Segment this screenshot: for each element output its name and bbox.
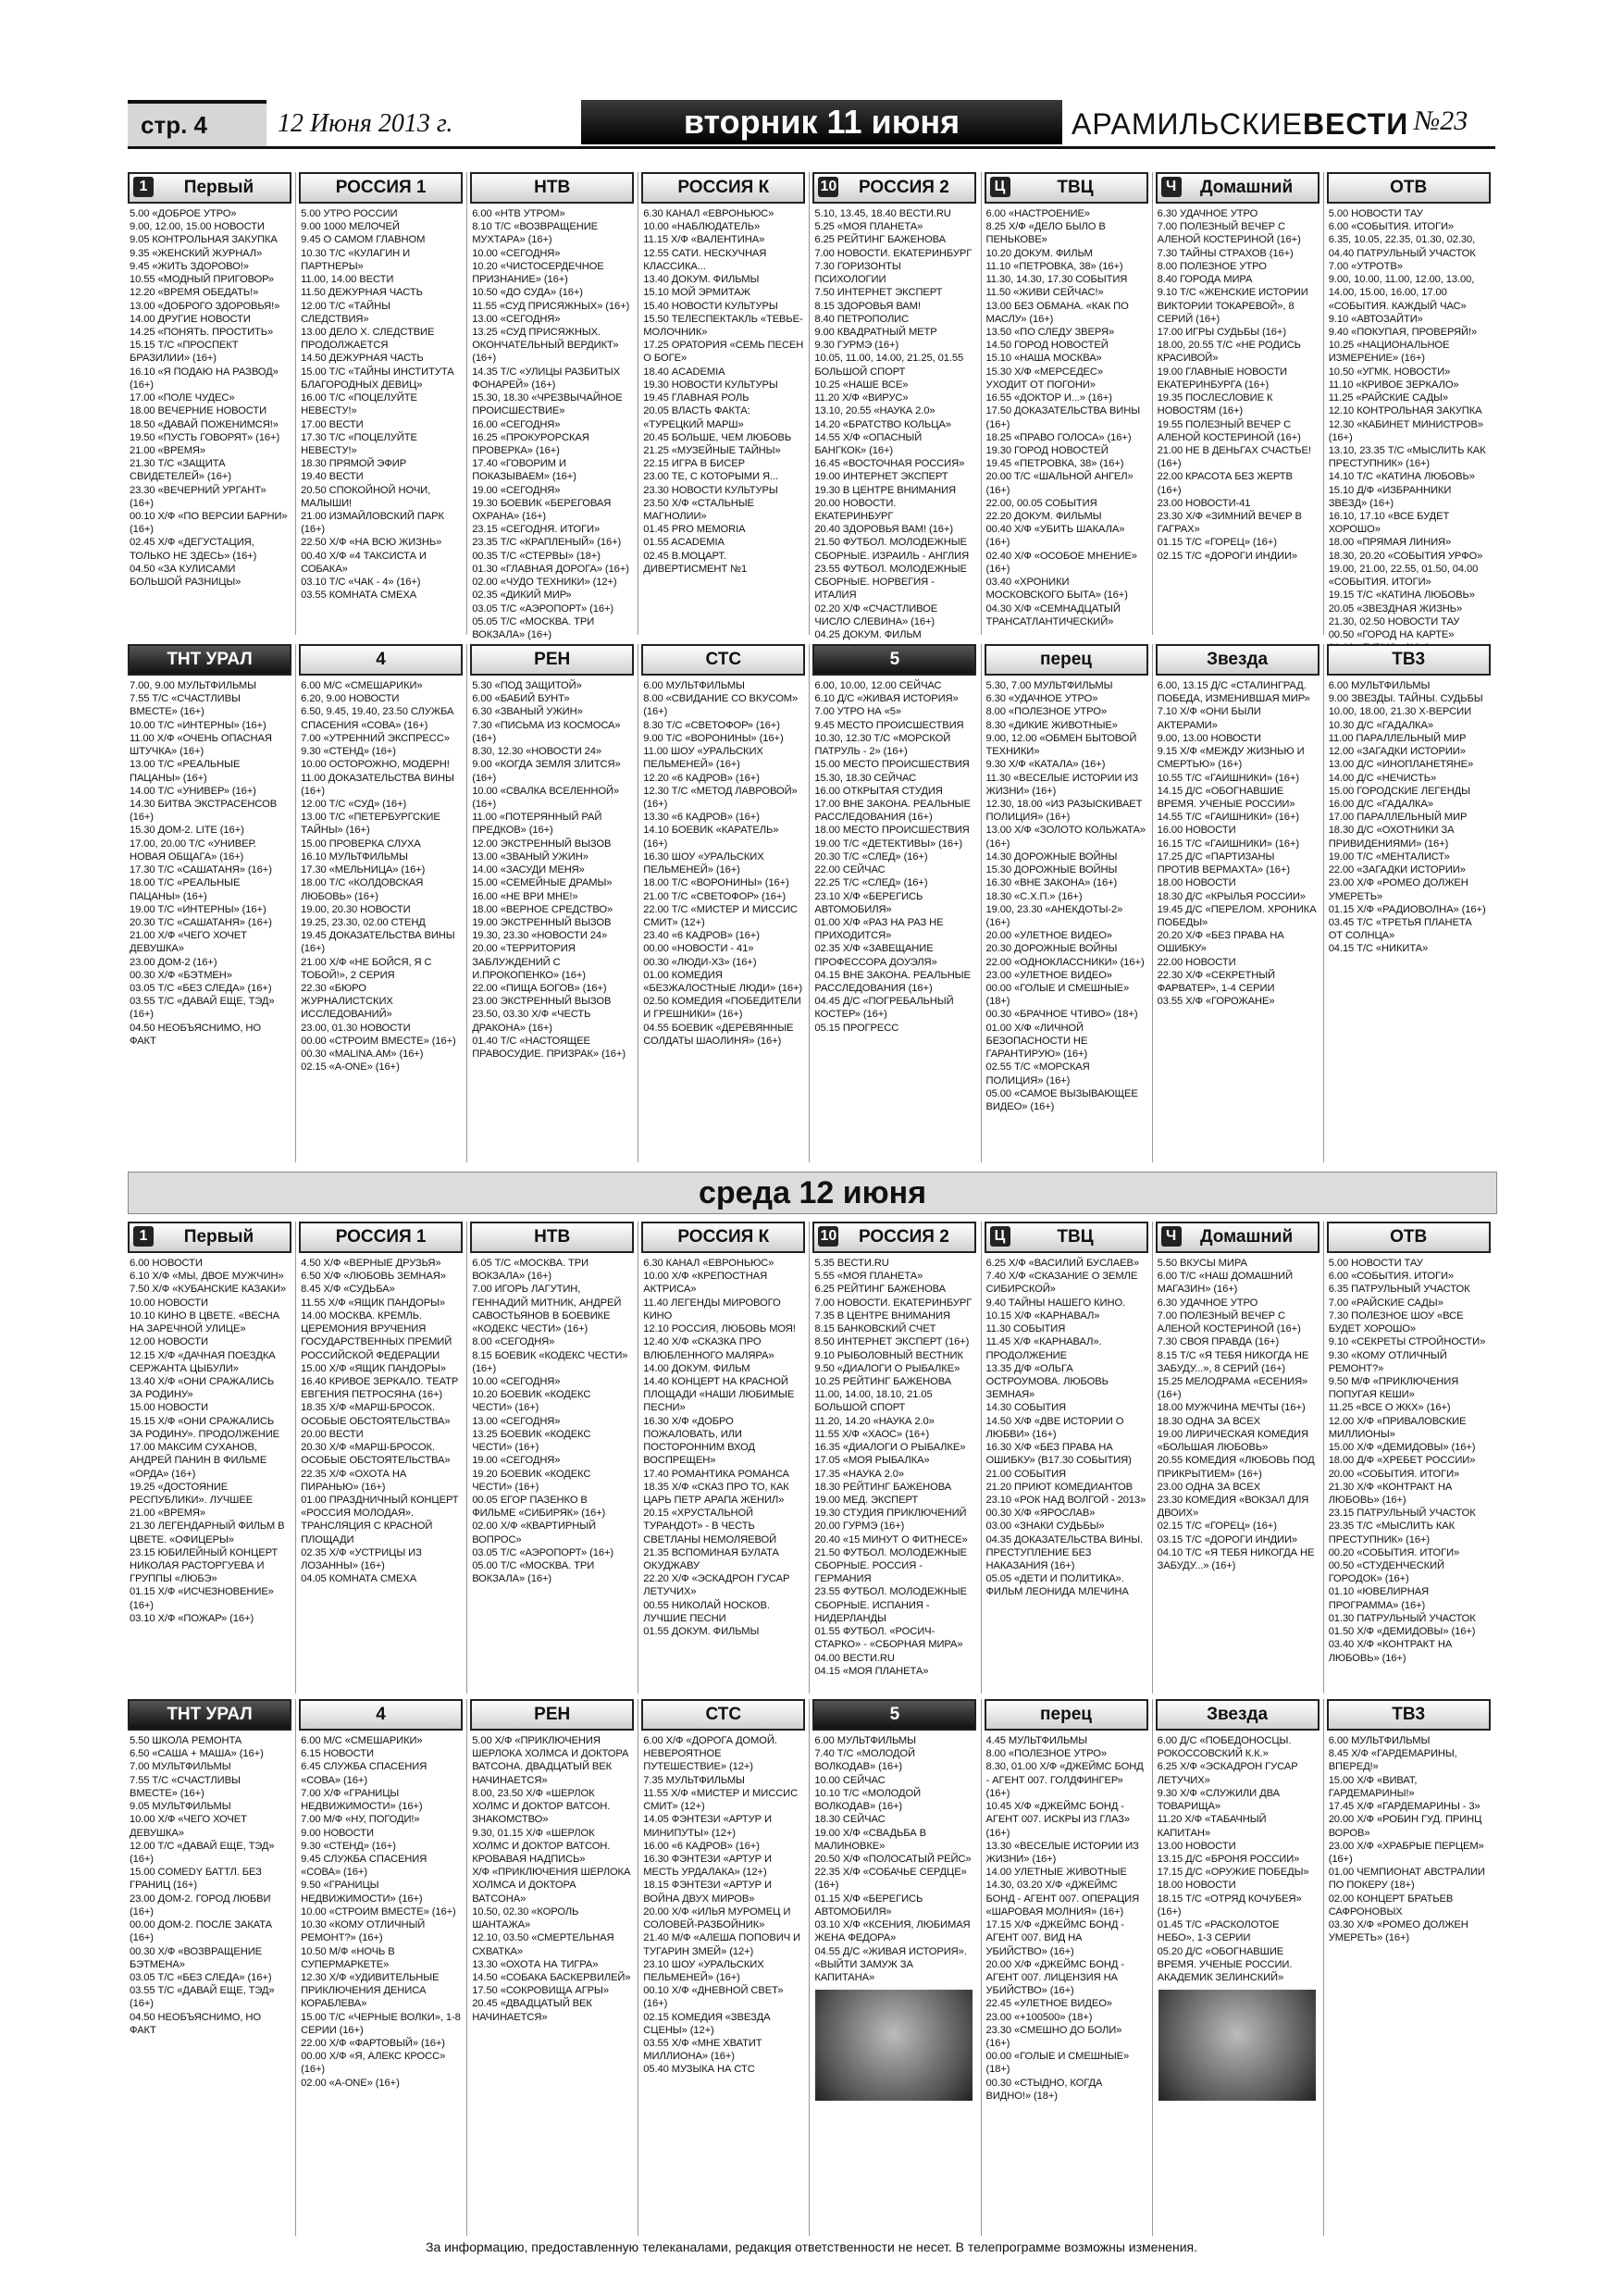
channel-column bbox=[1156, 1222, 1319, 1572]
channel-name: Домашний bbox=[1200, 178, 1294, 197]
channel-column bbox=[1327, 1699, 1491, 1945]
channel-column bbox=[985, 1222, 1148, 1599]
program-listing: 7.00, 9.00 МУЛЬТФИЛЬМЫ 7.55 Т/С «СЧАСТЛИВЫ ВМЕСТЕ» (16+) 10.00 Т/С «ИНТЕРНЫ» (16+) 11.00 Х/Ф «ОЧЕНЬ ОПАСНАЯ ШТУЧКА» (16+) 13.00 Т/С «РЕАЛЬНЫЕ ПАЦАНЫ» (16+) 14.00 Т/С «УНИВЕР» (16+) 14.30 БИТВА ЭКСТРАСЕНСОВ (16+) 15.30 ДОМ-2. LITE (16+) 17.00, 20.00 Т/С «УНИВЕР. НОВАЯ ОБЩАГА» (16+) 17.30 Т/С «САШАТАНЯ» (16+) 18.00 Т/С «РЕАЛЬНЫЕ ПАЦАНЫ» (16+) 19.00 Т/С «ИНТЕРНЫ» (16+) 20.30 Т/С «САШАТАНЯ» (16+) 21.00 Х/Ф «ЧЕГО ХОЧЕТ ДЕВУШКА» 23.00 ДОМ-2 (16+) 00.30 Х/Ф «БЭТМЕН» 03.05 Т/С «БЕЗ СЛЕДА» (16+) 03.55 Т/С «ДАВАЙ ЕЩЕ, ТЭД» (16+) 04.50 НЕОБЪЯСНИМО, НО ФАКТ bbox=[130, 680, 278, 1047]
channel-name: НТВ bbox=[534, 178, 571, 197]
program-listing: 6.00 МУЛЬТФИЛЬМЫ 8.00 «СВИДАНИЕ СО ВКУСОМ» (16+) 8.30 Т/С «СВЕТОФОР» (16+) 9.00 Т/С «ВОРОНИНЫ» (16+) 11.00 ШОУ «УРАЛЬСКИХ ПЕЛЬМЕНЕЙ» (16+) 12.20 «6 КАДРОВ» (16+) 12.30 Т/С «МЕТОД ЛАВРОВОЙ» (16+) 13.30 «6 КАДРОВ» (16+) 14.10 БОЕВИК «КАРАТЕЛЬ» (16+) 16.30 ШОУ «УРАЛЬСКИХ ПЕЛЬМЕНЕЙ» (16+) 18.00 Т/С «ВОРОНИНЫ» (16+) 21.00 Т/С «СВЕТОФОР» (16+) 22.00 Т/С «МИСТЕР И МИССИС СМИТ» (12+) 23.40 «6 КАДРОВ» (16+) 00.00 «НОВОСТИ - 41» 00.30 «ЛЮДИ-Х3» (16+) 01.00 КОМЕДИЯ «БЕЗЖАЛОСТНЫЕ ЛЮДИ» (16+) 02.50 КОМЕДИЯ «ПОБЕДИТЕЛИ И ГРЕШНИКИ» (16+) 04.55 БОЕВИК «ДЕРЕВЯННЫЕ СОЛДАТЫ ШАОЛИНЯ» (16+) bbox=[643, 680, 803, 1047]
column-divider bbox=[809, 1699, 810, 2236]
channel-column bbox=[470, 644, 634, 1061]
channel-name: 4 bbox=[376, 1705, 386, 1724]
channel-name: РОССИЯ К bbox=[677, 178, 770, 197]
channel-column bbox=[470, 1222, 634, 1585]
channel-logo bbox=[470, 1699, 634, 1731]
channel-logo bbox=[985, 1699, 1148, 1731]
channel-icon: Ц bbox=[990, 177, 1010, 197]
column-divider bbox=[1323, 1699, 1324, 2236]
channel-column bbox=[985, 1699, 1148, 2103]
program-listing: 6.00 Х/Ф «ДОРОГА ДОМОЙ. НЕВЕРОЯТНОЕ ПУТЕШЕСТВИЕ» (12+) 7.35 МУЛЬТФИЛЬМЫ 11.55 Х/Ф «МИСТЕР И МИССИС СМИТ» (12+) 14.05 ФЭНТЕЗИ «АРТУР И МИНИПУТЫ» (12+) 16.00 «6 КАДРОВ» (16+) 16.30 ФЭНТЕЗИ «АРТУР И МЕСТЬ УРДАЛАКА» (12+) 18.15 ФЭНТЕЗИ «АРТУР И ВОЙНА ДВУХ МИРОВ» 20.00 Х/Ф «ИЛЬЯ МУРОМЕЦ И СОЛОВЕЙ-РАЗБОЙНИК» 21.40 М/Ф «АЛЕША ПОПОВИЧ И ТУГАРИН ЗМЕЙ» (12+) 23.10 ШОУ «УРАЛЬСКИХ ПЕЛЬМЕНЕЙ» (16+) 00.10 Х/Ф «ДНЕВНОЙ СВЕТ» (16+) 02.15 КОМЕДИЯ «ЗВЕЗДА СЦЕНЫ» (12+) 03.55 Х/Ф «МНЕ ХВАТИТ МИЛЛИОНА» (16+) 05.40 МУЗЫКА НА СТС bbox=[643, 1735, 800, 2076]
channel-column bbox=[641, 644, 805, 1048]
channel-logo bbox=[985, 1222, 1148, 1253]
channel-logo bbox=[299, 644, 463, 676]
channel-logo bbox=[299, 172, 463, 204]
channel-logo bbox=[641, 644, 805, 676]
page-number: стр. 4 bbox=[141, 111, 207, 139]
channel-name: Домашний bbox=[1200, 1227, 1294, 1247]
channel-name: перец bbox=[1040, 1705, 1092, 1724]
channel-logo bbox=[641, 172, 805, 204]
program-listing: 6.00 «НТВ УТРОМ» 8.10 Т/С «ВОЗВРАЩЕНИЕ МУХТАРА» (16+) 10.00 «СЕГОДНЯ» 10.20 «ЧИСТОСЕРДЕЧНОЕ ПРИЗНАНИЕ» (16+) 10.50 «ДО СУДА» (16+) 11.55 «СУД ПРИСЯЖНЫХ» (16+) 13.00 «СЕГОДНЯ» 13.25 «СУД ПРИСЯЖНЫХ. ОКОНЧАТЕЛЬНЫЙ ВЕРДИКТ» (16+) 14.35 Т/С «УЛИЦЫ РАЗБИТЫХ ФОНАРЕЙ» (16+) 15.30, 18.30 «ЧРЕЗВЫЧАЙНОЕ ПРОИСШЕСТВИЕ» 16.00 «СЕГОДНЯ» 16.25 «ПРОКУРОРСКАЯ ПРОВЕРКА» (16+) 17.40 «ГОВОРИМ И ПОКАЗЫВАЕМ» (16+) 19.00 «СЕГОДНЯ» 19.30 БОЕВИК «БЕРЕГОВАЯ ОХРАНА» (16+) 23.15 «СЕГОДНЯ. ИТОГИ» 23.35 Т/С «КРАПЛЕНЫЙ» (16+) 00.35 Т/С «СТЕРВЫ» (18+) 01.30 «ГЛАВНАЯ ДОРОГА» (16+) 02.00 «ЧУДО ТЕХНИКИ» (12+) 02.35 «ДИКИЙ МИР» 03.05 Т/С «АЭРОПОРТ» (16+) 05.05 Т/С «МОСКВА. ТРИ ВОКЗАЛА» (16+) bbox=[472, 208, 630, 640]
channel-icon: Ц bbox=[990, 1226, 1010, 1247]
channel-column bbox=[641, 1699, 805, 2077]
brand-light: АРАМИЛЬСКИЕ bbox=[1072, 107, 1303, 141]
channel-column bbox=[470, 172, 634, 641]
program-listing: 6.30 КАНАЛ «ЕВРОНЬЮС» 10.00 «НАБЛЮДАТЕЛЬ» 11.15 Х/Ф «ВАЛЕНТИНА» 12.55 САТИ. НЕСКУЧНАЯ КЛАССИКА... 13.40 ДОКУМ. ФИЛЬМЫ 15.10 МОЙ ЭРМИТАЖ 15.40 НОВОСТИ КУЛЬТУРЫ 15.50 ТЕЛЕСПЕКТАКЛЬ «ТЕВЬЕ-МОЛОЧНИК» 17.25 ОРАТОРИЯ «СЕМЬ ПЕСЕН О БОГЕ» 18.40 ACADEMIA 19.30 НОВОСТИ КУЛЬТУРЫ 19.45 ГЛАВНАЯ РОЛЬ 20.05 ВЛАСТЬ ФАКТА: «ТУРЕЦКИЙ МАРШ» 20.45 БОЛЬШЕ, ЧЕМ ЛЮБОВЬ 21.25 «МУЗЕЙНЫЕ ТАЙНЫ» 22.15 ИГРА В БИСЕР 23.00 ТЕ, С КОТОРЫМИ Я... 23.30 НОВОСТИ КУЛЬТУРЫ 23.50 Х/Ф «СТАЛЬНЫЕ МАГНОЛИИ» 01.45 PRO MEMORIA 01.55 ACADEMIA 02.45 В.МОЦАРТ. ДИВЕРТИСМЕНТ №1 bbox=[643, 208, 804, 575]
channel-name: ТВ3 bbox=[1392, 650, 1426, 669]
column-divider bbox=[1152, 172, 1153, 635]
channel-logo bbox=[985, 172, 1148, 204]
channel-name: 5 bbox=[889, 1705, 900, 1724]
channel-name: РОССИЯ К bbox=[677, 1227, 770, 1247]
channel-column bbox=[641, 1222, 805, 1638]
program-listing: 6.00 МУЛЬТФИЛЬМЫ 8.45 Х/Ф «ГАРДЕМАРИНЫ, ВПЕРЕД!» 15.00 Х/Ф «ВИВАТ, ГАРДЕМАРИНЫ!» 17.45 Х/Ф «ГАРДЕМАРИНЫ - 3» 20.00 Х/Ф «РОБИН ГУД. ПРИНЦ ВОРОВ» 23.00 Х/Ф «ХРАБРЫЕ ПЕРЦЕМ» (16+) 01.00 ЧЕМПИОНАТ АВСТРАЛИИ ПО ПОКЕРУ (18+) 02.00 КОНЦЕРТ БРАТЬЕВ САФРОНОВЫХ 03.30 Х/Ф «РОМЕО ДОЛЖЕН УМЕРЕТЬ» (16+) bbox=[1328, 1735, 1485, 1944]
program-listing: 6.00 Д/С «ПОБЕДОНОСЦЫ. РОКОССОВСКИЙ К.К.» 6.25 Х/Ф «ЭСКАДРОН ГУСАР ЛЕТУЧИХ» 9.30 Х/Ф «СЛУЖИЛИ ДВА ТОВАРИЩА» 11.20 Х/Ф «ТАБАЧНЫЙ КАПИТАН» 13.00 НОВОСТИ 13.15 Д/С «БРОНЯ РОССИИ» 17.15 Д/С «ОРУЖИЕ ПОБЕДЫ» 18.00 НОВОСТИ 18.15 Т/С «ОТРЯД КОЧУБЕЯ» (16+) 01.45 Т/С «РАСКОЛОТОЕ НЕБО», 1-3 СЕРИИ 05.20 Д/С «ОБОГНАВШИЕ ВРЕМЯ. УЧЕНЫЕ РОССИИ. АКАДЕМИК ЗЕЛИНСКИЙ» bbox=[1157, 1735, 1309, 1983]
channel-column bbox=[812, 1222, 976, 1678]
program-listing: 4.45 МУЛЬТФИЛЬМЫ 8.00 «ПОЛЕЗНОЕ УТРО» 8.30, 01.00 Х/Ф «ДЖЕЙМС БОНД - АГЕНТ 007. ГОЛДФИНГЕР» (16+) 10.45 Х/Ф «ДЖЕЙМС БОНД - АГЕНТ 007. ИСКРЫ ИЗ ГЛАЗ» (16+) 13.30 «ВЕСЕЛЫЕ ИСТОРИИ ИЗ ЖИЗНИ» (16+) 14.00 УЛЕТНЫЕ ЖИВОТНЫЕ 14.30, 03.20 Х/Ф «ДЖЕЙМС БОНД - АГЕНТ 007. ОПЕРАЦИЯ «ШАРОВАЯ МОЛНИЯ» (16+) 17.15 Х/Ф «ДЖЕЙМС БОНД - АГЕНТ 007. ВИД НА УБИЙСТВО» (16+) 20.00 Х/Ф «ДЖЕЙМС БОНД - АГЕНТ 007. ЛИЦЕНЗИЯ НА УБИЙСТВО» (16+) 22.45 «УЛЕТНОЕ ВИДЕО» 23.00 «+100500» (18+) 23.30 «СМЕШНО ДО БОЛИ» (16+) 00.00 «ГОЛЫЕ И СМЕШНЫЕ» (18+) 00.30 «СТЫДНО, КОГДА ВИДНО!» (18+) bbox=[985, 1735, 1144, 2102]
program-listing: 5.10, 13.45, 18.40 ВЕСТИ.RU 5.25 «МОЯ ПЛАНЕТА» 6.25 РЕЙТИНГ БАЖЕНОВА 7.00 НОВОСТИ. ЕКАТЕРИНБУРГ 7.30 ГОРИЗОНТЫ ПСИХОЛОГИИ 7.50 ИНТЕРНЕТ ЭКСПЕРТ 8.15 ЗДОРОВЬЯ ВАМ! 8.40 ПЕТРОПОЛИС 9.00 КВАДРАТНЫЙ МЕТР 9.30 ГУРМЭ (16+) 10.05, 11.00, 14.00, 21.25, 01.55 БОЛЬШОЙ СПОРТ 10.25 «НАШЕ ВСЕ» 11.20 Х/Ф «ВИРУС» 13.10, 20.55 «НАУКА 2.0» 14.20 «БРАТСТВО КОЛЬЦА» 14.55 Х/Ф «ОПАСНЫЙ БАНГКОК» (16+) 16.45 «ВОСТОЧНАЯ РОССИЯ» 19.00 ИНТЕРНЕТ ЭКСПЕРТ 19.30 В ЦЕНТРЕ ВНИМАНИЯ 20.00 НОВОСТИ. ЕКАТЕРИНБУРГ 20.40 ЗДОРОВЬЯ ВАМ! (16+) 21.50 ФУТБОЛ. МОЛОДЕЖНЫЕ СБОРНЫЕ. ИЗРАИЛЬ - АНГЛИЯ 23.55 ФУТБОЛ. МОЛОДЕЖНЫЕ СБОРНЫЕ. НОРВЕГИЯ - ИТАЛИЯ 02.20 Х/Ф «СЧАСТЛИВОЕ ЧИСЛО СЛЕВИНА» (16+) 04.25 ДОКУМ. ФИЛЬМ bbox=[814, 208, 973, 640]
channel-name: ТВЦ bbox=[1057, 1227, 1094, 1247]
column-divider bbox=[466, 172, 467, 635]
channel-name: 5 bbox=[889, 650, 900, 669]
channel-icon: 10 bbox=[818, 1226, 838, 1247]
channel-column bbox=[299, 172, 463, 602]
program-listing: 5.30 «ПОД ЗАЩИТОЙ» 6.00 «БАБИЙ БУНТ» 6.30 «ЗВАНЫЙ УЖИН» 7.30 «ПИСЬМА ИЗ КОСМОСА» (16+) 8.30, 12.30 «НОВОСТИ 24» 9.00 «КОГДА ЗЕМЛЯ ЗЛИТСЯ» (16+) 10.00 «СВАЛКА ВСЕЛЕННОЙ» (16+) 11.00 «ПОТЕРЯННЫЙ РАЙ ПРЕДКОВ» (16+) 12.00 ЭКСТРЕННЫЙ ВЫЗОВ 13.00 «ЗВАНЫЙ УЖИН» 14.00 «ЗАСУДИ МЕНЯ» 15.00 «СЕМЕЙНЫЕ ДРАМЫ» 16.00 «НЕ ВРИ МНЕ!» 18.00 «ВЕРНОЕ СРЕДСТВО» 19.00 ЭКСТРЕННЫЙ ВЫЗОВ 19.30, 23.30 «НОВОСТИ 24» 20.00 «ТЕРРИТОРИЯ ЗАБЛУЖДЕНИЙ С И.ПРОКОПЕНКО» (16+) 22.00 «ПИЩА БОГОВ» (16+) 23.00 ЭКСТРЕННЫЙ ВЫЗОВ 23.50, 03.30 Х/Ф «ЧЕСТЬ ДРАКОНА» (16+) 01.40 Т/С «НАСТОЯЩЕЕ ПРАВОСУДИЕ. ПРИЗРАК» (16+) bbox=[472, 680, 626, 1061]
channel-logo bbox=[128, 644, 291, 676]
program-listing: 5.00 НОВОСТИ ТАУ 6.00 «СОБЫТИЯ. ИТОГИ» 6.35, 10.05, 22.35, 01.30, 02.30, 04.40 ПАТРУЛЬНЫЙ УЧАСТОК 7.00 «УТРОТВ» 9.00, 10.00, 11.00, 12.00, 13.00, 14.00, 15.00, 16.00, 17.00 «СОБЫТИЯ. КАЖДЫЙ ЧАС» 9.10 «АВТОЗАЙТИ» 9.40 «ПОКУПАЯ, ПРОВЕРЯЙ!» 10.25 «НАЦИОНАЛЬНОЕ ИЗМЕРЕНИЕ» (16+) 10.50 «УГМК. НОВОСТИ» 11.10 «КРИВОЕ ЗЕРКАЛО» 11.25 «РАЙСКИЕ САДЫ» 12.10 КОНТРОЛЬНАЯ ЗАКУПКА 12.30 «КАБИНЕТ МИНИСТРОВ» (16+) 13.10, 23.35 Т/С «МЫСЛИТЬ КАК ПРЕСТУПНИК» (16+) 14.10 Т/С «КАТИНА ЛЮБОВЬ» 15.10 Д/Ф «ИЗБРАННИКИ ЗВЕЗД» (16+) 16.10, 17.10 «ВСЕ БУДЕТ ХОРОШО» 18.00 «ПРЯМАЯ ЛИНИЯ» 18.30, 20.20 «СОБЫТИЯ УРФО» 19.00, 21.00, 22.55, 01.50, 04.00 «СОБЫТИЯ. ИТОГИ» 19.15 Т/С «КАТИНА ЛЮБОВЬ» 20.05 «ЗВЕЗДНАЯ ЖИЗНЬ» 21.30, 02.50 НОВОСТИ ТАУ 00.50 «ГОРОД НА КАРТЕ» bbox=[1328, 208, 1486, 640]
channel-logo bbox=[128, 172, 291, 204]
channel-logo bbox=[812, 1699, 976, 1731]
channel-icon: Ч bbox=[1161, 177, 1182, 197]
page-number-box bbox=[128, 100, 266, 148]
channel-name: ОТВ bbox=[1390, 178, 1428, 197]
program-listing: 6.00 М/С «СМЕШАРИКИ» 6.15 НОВОСТИ 6.45 СЛУЖБА СПАСЕНИЯ «СОВА» (16+) 7.00 Х/Ф «ГРАНИЦЫ НЕДВИЖИМОСТИ» (16+) 7.00 М/Ф «НУ, ПОГОДИ!» 9.00 НОВОСТИ 9.30 «СТЕНД» (16+) 9.45 СЛУЖБА СПАСЕНИЯ «СОВА» (16+) 9.50 «ГРАНИЦЫ НЕДВИЖИМОСТИ» (16+) 10.00 «СТРОИМ ВМЕСТЕ» (16+) 10.30 «КОМУ ОТЛИЧНЫЙ РЕМОНТ?» (16+) 10.50 М/Ф «НОЧЬ В СУПЕРМАРКЕТЕ» 12.30 Х/Ф «УДИВИТЕЛЬНЫЕ ПРИКЛЮЧЕНИЯ ДЕНИСА КОРАБЛЕВА» 15.00 Т/С «ЧЕРНЫЕ ВОЛКИ», 1-8 СЕРИИ (16+) 22.00 Х/Ф «ФАРТОВЫЙ» (16+) 00.00 Х/Ф «Я, АЛЕКС КРОСС» (16+) 02.00 «A-ONE» (16+) bbox=[301, 1735, 461, 2089]
channel-logo bbox=[1156, 172, 1319, 204]
channel-logo bbox=[470, 1222, 634, 1253]
column-divider bbox=[981, 1699, 982, 2236]
channel-logo bbox=[1327, 1699, 1491, 1731]
channel-name: РОССИЯ 1 bbox=[335, 1227, 427, 1247]
channel-name: Первый bbox=[183, 178, 254, 197]
column-divider bbox=[295, 172, 296, 635]
channel-name: ТВ3 bbox=[1392, 1705, 1426, 1724]
program-listing: 5.00 «ДОБРОЕ УТРО» 9.00, 12.00, 15.00 НОВОСТИ 9.05 КОНТРОЛЬНАЯ ЗАКУПКА 9.35 «ЖЕНСКИЙ ЖУРНАЛ» 9.45 «ЖИТЬ ЗДОРОВО!» 10.55 «МОДНЫЙ ПРИГОВОР» 12.20 «ВРЕМЯ ОБЕДАТЬ!» 13.00 «ДОБРОГО ЗДОРОВЬЯ!» 14.00 ДРУГИЕ НОВОСТИ 14.25 «ПОНЯТЬ. ПРОСТИТЬ» 15.15 Т/С «ПРОСПЕКТ БРАЗИЛИИ» (16+) 16.10 «Я ПОДАЮ НА РАЗВОД» (16+) 17.00 «ПОЛЕ ЧУДЕС» 18.00 ВЕЧЕРНИЕ НОВОСТИ 18.50 «ДАВАЙ ПОЖЕНИМСЯ!» 19.50 «ПУСТЬ ГОВОРЯТ» (16+) 21.00 «ВРЕМЯ» 21.30 Т/С «ЗАЩИТА СВИДЕТЕЛЕЙ» (16+) 23.30 «ВЕЧЕРНИЙ УРГАНТ» (16+) 00.10 Х/Ф «ПО ВЕРСИИ БАРНИ» (16+) 02.45 Х/Ф «ДЕГУСТАЦИЯ, ТОЛЬКО НЕ ЗДЕСЬ» (16+) 04.50 «ЗА КУЛИСАМИ БОЛЬШОЙ РАЗНИЦЫ» bbox=[130, 208, 288, 589]
column-divider bbox=[809, 1222, 810, 1694]
program-listing: 5.00 Х/Ф «ПРИКЛЮЧЕНИЯ ШЕРЛОКА ХОЛМСА И ДОКТОРА ВАТСОНА. ДВАДЦАТЫЙ ВЕК НАЧИНАЕТСЯ» 8.00, 23.50 Х/Ф «ШЕРЛОК ХОЛМС И ДОКТОР ВАТСОН. ЗНАКОМСТВО» 9.30, 01.15 Х/Ф «ШЕРЛОК ХОЛМС И ДОКТОР ВАТСОН. КРОВАВАЯ НАДПИСЬ» Х/Ф «ПРИКЛЮЧЕНИЯ ШЕРЛОКА ХОЛМСА И ДОКТОРА ВАТСОНА» 10.50, 02.30 «КОРОЛЬ ШАНТАЖА» 12.10, 03.50 «СМЕРТЕЛЬНАЯ СХВАТКА» 13.30 «ОХОТА НА ТИГРА» 14.50 «СОБАКА БАСКЕРВИЛЕЙ» 17.50 «СОКРОВИЩА АГРЫ» 20.45 «ДВАДЦАТЫЙ ВЕК НАЧИНАЕТСЯ» bbox=[472, 1735, 631, 2023]
column-divider bbox=[1152, 644, 1153, 1162]
channel-logo bbox=[641, 1222, 805, 1253]
column-divider bbox=[1323, 1222, 1324, 1694]
wednesday-row-2 bbox=[128, 1699, 1495, 2236]
program-listing: 4.50 Х/Ф «ВЕРНЫЕ ДРУЗЬЯ» 6.50 Х/Ф «ЛЮБОВЬ ЗЕМНАЯ» 8.45 Х/Ф «СУДЬБА» 11.55 Х/Ф «ЯЩИК ПАНДОРЫ» 14.00 МОСКВА. КРЕМЛЬ. ЦЕРЕМОНИЯ ВРУЧЕНИЯ ГОСУДАРСТВЕННЫХ ПРЕМИЙ РОССИЙСКОЙ ФЕДЕРАЦИИ 15.00 Х/Ф «ЯЩИК ПАНДОРЫ» 16.40 КРИВОЕ ЗЕРКАЛО. ТЕАТР ЕВГЕНИЯ ПЕТРОСЯНА (16+) 18.35 Х/Ф «МАРШ-БРОСОК. ОСОБЫЕ ОБСТОЯТЕЛЬСТВА» 20.00 ВЕСТИ 20.30 Х/Ф «МАРШ-БРОСОК. ОСОБЫЕ ОБСТОЯТЕЛЬСТВА» 22.35 Х/Ф «ОХОТА НА ПИРАНЬЮ» (16+) 01.00 ПРАЗДНИЧНЫЙ КОНЦЕРТ «РОССИЯ МОЛОДАЯ». ТРАНСЛЯЦИЯ С КРАСНОЙ ПЛОЩАДИ 02.35 Х/Ф «УСТРИЦЫ ИЗ ЛОЗАННЫ» (16+) 04.05 КОМНАТА СМЕХА bbox=[301, 1258, 459, 1585]
channel-logo bbox=[128, 1222, 291, 1253]
channel-icon: 1 bbox=[133, 177, 154, 197]
channel-column bbox=[299, 1699, 463, 2090]
column-divider bbox=[1152, 1699, 1153, 2236]
program-listing: 6.00 МУЛЬТФИЛЬМЫ 7.40 Т/С «МОЛОДОЙ ВОЛКОДАВ» (16+) 10.00 СЕЙЧАС 10.10 Т/С «МОЛОДОЙ ВОЛКОДАВ» (16+) 18.30 СЕЙЧАС 19.00 Х/Ф «СВАДЬБА В МАЛИНОВКЕ» 20.50 Х/Ф «ПОЛОСАТЫЙ РЕЙС» 22.35 Х/Ф «СОБАЧЬЕ СЕРДЦЕ» (16+) 01.15 Х/Ф «БЕРЕГИСЬ АВТОМОБИЛЯ» 03.10 Х/Ф «КСЕНИЯ, ЛЮБИМАЯ ЖЕНА ФЕДОРА» 04.55 Д/С «ЖИВАЯ ИСТОРИЯ». «ВЫЙТИ ЗАМУЖ ЗА КАПИТАНА» bbox=[814, 1735, 972, 1983]
channel-logo bbox=[641, 1699, 805, 1731]
channel-name: СТС bbox=[705, 1705, 742, 1724]
newspaper-brand bbox=[1072, 104, 1409, 144]
channel-name: РЕН bbox=[534, 1705, 571, 1724]
page-header bbox=[128, 100, 1495, 148]
channel-column bbox=[812, 644, 976, 1035]
channel-logo bbox=[1327, 644, 1491, 676]
channel-logo bbox=[812, 172, 976, 204]
channel-name: ОТВ bbox=[1390, 1227, 1428, 1247]
issue-number: №23 bbox=[1414, 105, 1468, 136]
channel-column bbox=[1327, 644, 1491, 956]
channel-logo bbox=[299, 1699, 463, 1731]
channel-column bbox=[1156, 644, 1319, 1008]
column-divider bbox=[295, 1222, 296, 1694]
channel-logo bbox=[812, 1222, 976, 1253]
channel-column bbox=[128, 644, 291, 1048]
column-divider bbox=[295, 1699, 296, 2236]
channel-name: НТВ bbox=[534, 1227, 571, 1247]
channel-column bbox=[985, 644, 1148, 1113]
brand-bold: ВЕСТИ bbox=[1302, 107, 1409, 141]
channel-logo bbox=[1327, 172, 1491, 204]
footer-disclaimer: За информацию, предоставленную телеканалами, редакция ответственности не несет. В телепрограмме возможны изменения. bbox=[426, 2240, 1197, 2254]
program-listing: 5.50 ШКОЛА РЕМОНТА 6.50 «САША + МАША» (16+) 7.00 МУЛЬТФИЛЬМЫ 7.55 Т/С «СЧАСТЛИВЫ ВМЕСТЕ» (16+) 9.05 МУЛЬТФИЛЬМЫ 10.00 Х/Ф «ЧЕГО ХОЧЕТ ДЕВУШКА» 12.00 Т/С «ДАВАЙ ЕЩЕ, ТЭД» (16+) 15.00 COMEDY БАТТЛ. БЕЗ ГРАНИЦ (16+) 23.00 ДОМ-2. ГОРОД ЛЮБВИ (16+) 00.00 ДОМ-2. ПОСЛЕ ЗАКАТА (16+) 00.30 Х/Ф «ВОЗВРАЩЕНИЕ БЭТМЕНА» 03.05 Т/С «БЕЗ СЛЕДА» (16+) 03.55 Т/С «ДАВАЙ ЕЩЕ, ТЭД» (16+) 04.50 НЕОБЪЯСНИМО, НО ФАКТ bbox=[130, 1735, 275, 2036]
channel-name: СТС bbox=[705, 650, 742, 669]
channel-column bbox=[985, 172, 1148, 628]
column-divider bbox=[1152, 1222, 1153, 1694]
column-divider bbox=[466, 1222, 467, 1694]
channel-column bbox=[128, 172, 291, 589]
channel-logo bbox=[812, 644, 976, 676]
channel-column bbox=[812, 172, 976, 641]
channel-column bbox=[470, 1699, 634, 2024]
program-listing: 6.00 МУЛЬТФИЛЬМЫ 9.00 ЗВЕЗДЫ. ТАЙНЫ. СУДЬБЫ 10.00, 18.00, 21.30 Х-ВЕРСИИ 10.30 Д/С «ГАДАЛКА» 11.00 ПАРАЛЛЕЛЬНЫЙ МИР 12.00 «ЗАГАДКИ ИСТОРИИ» 13.00 Д/С «ИНОПЛАНЕТЯНЕ» 14.00 Д/С «НЕЧИСТЬ» 15.00 ГОРОДСКИЕ ЛЕГЕНДЫ 16.00 Д/С «ГАДАЛКА» 17.00 ПАРАЛЛЕЛЬНЫЙ МИР 18.30 Д/С «ОХОТНИКИ ЗА ПРИВИДЕНИЯМИ» (16+) 19.00 Т/С «МЕНТАЛИСТ» 22.00 «ЗАГАДКИ ИСТОРИИ» 23.00 Х/Ф «РОМЕО ДОЛЖЕН УМЕРЕТЬ» 01.15 Х/Ф «РАДИОВОЛНА» (16+) 03.45 Т/С «ТРЕТЬЯ ПЛАНЕТА ОТ СОЛНЦА» 04.15 Т/С «НИКИТА» bbox=[1328, 680, 1486, 955]
column-divider bbox=[295, 644, 296, 1162]
day2-title: среда 12 июня bbox=[128, 1172, 1497, 1214]
program-listing: 6.00 НОВОСТИ 6.10 Х/Ф «МЫ, ДВОЕ МУЖЧИН» 7.50 Х/Ф «КУБАНСКИЕ КАЗАКИ» 10.00 НОВОСТИ 10.10 КИНО В ЦВЕТЕ. «ВЕСНА НА ЗАРЕЧНОЙ УЛИЦЕ» 12.00 НОВОСТИ 12.15 Х/Ф «ДАЧНАЯ ПОЕЗДКА СЕРЖАНТА ЦЫБУЛИ» 13.40 Х/Ф «ОНИ СРАЖАЛИСЬ ЗА РОДИНУ» 15.00 НОВОСТИ 15.15 Х/Ф «ОНИ СРАЖАЛИСЬ ЗА РОДИНУ». ПРОДОЛЖЕНИЕ 17.00 МАКСИМ СУХАНОВ, АНДРЕЙ ПАНИН В ФИЛЬМЕ «ОРДА» (16+) 19.25 «ДОСТОЯНИЕ РЕСПУБЛИКИ». ЛУЧШЕЕ 21.00 «ВРЕМЯ» 21.30 ЛЕГЕНДАРНЫЙ ФИЛЬМ В ЦВЕТЕ. «ОФИЦЕРЫ» 23.15 ЮБИЛЕЙНЫЙ КОНЦЕРТ НИКОЛАЯ РАСТОРГУЕВА И ГРУППЫ «ЛЮБЭ» 01.15 Х/Ф «ИСЧЕЗНОВЕНИЕ» (16+) 03.10 Х/Ф «ПОЖАР» (16+) bbox=[130, 1258, 287, 1624]
channel-column bbox=[1327, 1222, 1491, 1665]
tuesday-row-1 bbox=[128, 172, 1495, 640]
channel-icon: 10 bbox=[818, 177, 838, 197]
header-rule bbox=[128, 146, 1495, 149]
channel-column bbox=[812, 1699, 976, 2106]
channel-column bbox=[299, 1222, 463, 1585]
column-divider bbox=[1323, 172, 1324, 635]
channel-name: РОССИЯ 2 bbox=[858, 1227, 949, 1247]
channel-logo bbox=[299, 1222, 463, 1253]
column-divider bbox=[981, 644, 982, 1162]
program-photo bbox=[1158, 1990, 1316, 2101]
program-listing: 6.00 «НАСТРОЕНИЕ» 8.25 Х/Ф «ДЕЛО БЫЛО В ПЕНЬКОВЕ» 10.20 ДОКУМ. ФИЛЬМ 11.10 «ПЕТРОВКА, 38» (16+) 11.30, 14.30, 17.30 СОБЫТИЯ 11.50 «ЖИВИ СЕЙЧАС!» 13.00 БЕЗ ОБМАНА. «КАК ПО МАСЛУ» (16+) 13.50 «ПО СЛЕДУ ЗВЕРЯ» 14.50 ГОРОД НОВОСТЕЙ 15.10 «НАША МОСКВА» 15.30 Х/Ф «МЕРСЕДЕС» УХОДИТ ОТ ПОГОНИ» 16.55 «ДОКТОР И...» (16+) 17.50 ДОКАЗАТЕЛЬСТВА ВИНЫ (16+) 18.25 «ПРАВО ГОЛОСА» (16+) 19.30 ГОРОД НОВОСТЕЙ 19.45 «ПЕТРОВКА, 38» (16+) 20.00 Т/С «ШАЛЬНОЙ АНГЕЛ» (16+) 22.00, 00.05 СОБЫТИЯ 22.20 ДОКУМ. ФИЛЬМЫ 00.40 Х/Ф «УБИТЬ ШАКАЛА» (16+) 02.40 Х/Ф «ОСОБОЕ МНЕНИЕ» (16+) 03.40 «ХРОНИКИ МОСКОВСКОГО БЫТА» (16+) 04.30 Х/Ф «СЕМНАДЦАТЫЙ ТРАНСАТЛАНТИЧЕСКИЙ» bbox=[985, 208, 1141, 627]
tuesday-row-2 bbox=[128, 644, 1495, 1162]
column-divider bbox=[466, 644, 467, 1162]
program-listing: 6.30 КАНАЛ «ЕВРОНЬЮС» 10.00 Х/Ф «КРЕПОСТНАЯ АКТРИСА» 11.40 ЛЕГЕНДЫ МИРОВОГО КИНО 12.10 РОССИЯ, ЛЮБОВЬ МОЯ! 12.40 Х/Ф «СКАЗКА ПРО ВЛЮБЛЕННОГО МАЛЯРА» 14.00 ДОКУМ. ФИЛЬМ 14.40 КОНЦЕРТ НА КРАСНОЙ ПЛОЩАДИ «НАШИ ЛЮБИМЫЕ ПЕСНИ» 16.30 Х/Ф «ДОБРО ПОЖАЛОВАТЬ, ИЛИ ПОСТОРОННИМ ВХОД ВОСПРЕЩЕН» 17.40 РОМАНТИКА РОМАНСА 18.35 Х/Ф «СКАЗ ПРО ТО, КАК ЦАРЬ ПЕТР АРАПА ЖЕНИЛ» 20.15 «ХРУСТАЛЬНОЙ ТУРАНДОТ» - В ЧЕСТЬ СВЕТЛАНЫ НЕМОЛЯЕВОЙ 21.35 ВСПОМИНАЯ БУЛАТА ОКУДЖАВУ 22.20 Х/Ф «ЭСКАДРОН ГУСАР ЛЕТУЧИХ» 00.55 НИКОЛАЙ НОСКОВ. ЛУЧШИЕ ПЕСНИ 01.55 ДОКУМ. ФИЛЬМЫ bbox=[643, 1258, 796, 1638]
channel-icon: 1 bbox=[133, 1226, 154, 1247]
wednesday-row-1 bbox=[128, 1222, 1495, 1694]
issue-date: 12 Июня 2013 г. bbox=[278, 109, 453, 138]
channel-name: РЕН bbox=[534, 650, 571, 669]
program-listing: 5.30, 7.00 МУЛЬТФИЛЬМЫ 6.30 «УДАЧНОЕ УТРО» 8.00 «ПОЛЕЗНОЕ УТРО» 8.30 «ДИКИЕ ЖИВОТНЫЕ» 9.00, 12.00 «ОБМЕН БЫТОВОЙ ТЕХНИКИ» 9.30 Х/Ф «КАТАЛА» (16+) 11.30 «ВЕСЕЛЫЕ ИСТОРИИ ИЗ ЖИЗНИ» (16+) 12.30, 18.00 «ИЗ РАЗЫСКИВАЕТ ПОЛИЦИЯ» (16+) 13.00 Х/Ф «ЗОЛОТО КОЛЬЖАТА» (16+) 14.30 ДОРОЖНЫЕ ВОЙНЫ 15.30 ДОРОЖНЫЕ ВОЙНЫ 16.30 «ВНЕ ЗАКОНА» (16+) 18.30 «С.Х.П.» (16+) 19.00, 23.30 «АНЕКДОТЫ-2» (16+) 20.00 «УЛЕТНОЕ ВИДЕО» 20.30 ДОРОЖНЫЕ ВОЙНЫ 22.00 «ОДНОКЛАССНИКИ» (16+) 23.00 «УЛЕТНОЕ ВИДЕО» 00.00 «ГОЛЫЕ И СМЕШНЫЕ» (18+) 00.30 «БРАЧНОЕ ЧТИВО» (18+) 01.00 Х/Ф «ЛИЧНОЙ БЕЗОПАСНОСТИ НЕ ГАРАНТИРУЮ» (16+) 02.55 Т/С «МОРСКАЯ ПОЛИЦИЯ» (16+) 05.00 «САМОЕ ВЫЗЫВАЮЩЕЕ ВИДЕО» (16+) bbox=[985, 680, 1146, 1112]
program-listing: 5.35 ВЕСТИ.RU 5.55 «МОЯ ПЛАНЕТА» 6.25 РЕЙТИНГ БАЖЕНОВА 7.00 НОВОСТИ. ЕКАТЕРИНБУРГ 7.35 В ЦЕНТРЕ ВНИМАНИЯ 8.15 БАНКОВСКИЙ СЧЕТ 8.50 ИНТЕРНЕТ ЭКСПЕРТ (16+) 9.10 РЫБОЛОВНЫЙ ВЕСТНИК 9.50 «ДИАЛОГИ О РЫБАЛКЕ» 10.25 РЕЙТИНГ БАЖЕНОВА 11.00, 14.00, 18.10, 21.05 БОЛЬШОЙ СПОРТ 11.20, 14.20 «НАУКА 2.0» 11.55 Х/Ф «ХАОС» (16+) 16.35 «ДИАЛОГИ О РЫБАЛКЕ» 17.05 «МОЯ РЫБАЛКА» 17.35 «НАУКА 2.0» 18.30 РЕЙТИНГ БАЖЕНОВА 19.00 МЕД. ЭКСПЕРТ 19.30 СТУДИЯ ПРИКЛЮЧЕНИЙ 20.00 ГУРМЭ (16+) 20.40 «15 МИНУТ О ФИТНЕСЕ» 21.50 ФУТБОЛ. МОЛОДЕЖНЫЕ СБОРНЫЕ. РОССИЯ - ГЕРМАНИЯ 23.55 ФУТБОЛ. МОЛОДЕЖНЫЕ СБОРНЫЕ. ИСПАНИЯ - НИДЕРЛАНДЫ 01.55 ФУТБОЛ. «РОСИЧ-СТАРКО» - «СБОРНАЯ МИРА» 04.00 ВЕСТИ.RU 04.15 «МОЯ ПЛАНЕТА» bbox=[814, 1258, 973, 1677]
newspaper-page bbox=[128, 100, 1495, 2256]
channel-name: Звезда bbox=[1207, 1705, 1269, 1724]
channel-name: ТНТ УРАЛ bbox=[167, 650, 253, 669]
channel-name: РОССИЯ 1 bbox=[335, 178, 427, 197]
program-listing: 5.50 ВКУСЫ МИРА 6.00 Т/С «НАШ ДОМАШНИЙ МАГАЗИН» (16+) 6.30 УДАЧНОЕ УТРО 7.00 ПОЛЕЗНЫЙ ВЕЧЕР С АЛЕНОЙ КОСТЕРИНОЙ (16+) 7.30 СВОЯ ПРАВДА (16+) 8.15 Т/С «Я ТЕБЯ НИКОГДА НЕ ЗАБУДУ...», 8 СЕРИЙ (16+) 15.25 МЕЛОДРАМА «ЕСЕНИЯ» (16+) 18.00 МУЖЧИНА МЕЧТЫ (16+) 18.30 ОДНА ЗА ВСЕХ 19.00 ЛИРИЧЕСКАЯ КОМЕДИЯ «БОЛЬШАЯ ЛЮБОВЬ» 20.55 КОМЕДИЯ «ЛЮБОВЬ ПОД ПРИКРЫТИЕМ» (16+) 23.00 ОДНА ЗА ВСЕХ 23.30 КОМЕДИЯ «ВОКЗАЛ ДЛЯ ДВОИХ» 02.15 Т/С «ГОРЕЦ» (16+) 03.15 Т/С «ДОРОГИ ИНДИИ» 04.10 Т/С «Я ТЕБЯ НИКОГДА НЕ ЗАБУДУ...» (16+) bbox=[1157, 1258, 1315, 1572]
channel-icon: Ч bbox=[1161, 1226, 1182, 1247]
column-divider bbox=[1323, 644, 1324, 1162]
program-listing: 5.00 НОВОСТИ ТАУ 6.00 «СОБЫТИЯ. ИТОГИ» 6.35 ПАТРУЛЬНЫЙ УЧАСТОК 7.00 «РАЙСКИЕ САДЫ» 7.30 ПОЛЕЗНОЕ ШОУ «ВСЕ БУДЕТ ХОРОШО» 9.10 «СЕКРЕТЫ СТРОЙНОСТИ» 9.30 «КОМУ ОТЛИЧНЫЙ РЕМОНТ?» 9.50 М/Ф «ПРИКЛЮЧЕНИЯ ПОПУГАЯ КЕШИ» 11.25 «ВСЕ О ЖКХ» (16+) 12.00 Х/Ф «ПРИВАЛОВСКИЕ МИЛЛИОНЫ» 15.00 Х/Ф «ДЕМИДОВЫ» (16+) 18.00 Д/Ф «ХРЕБЕТ РОССИИ» 20.00 «СОБЫТИЯ. ИТОГИ» 21.30 Х/Ф «КОНТРАКТ НА ЛЮБОВЬ» (16+) 23.15 ПАТРУЛЬНЫЙ УЧАСТОК 23.35 Т/С «МЫСЛИТЬ КАК ПРЕСТУПНИК» (16+) 00.20 «СОБЫТИЯ. ИТОГИ» 00.50 «СТУДЕНЧЕСКИЙ ГОРОДОК» (16+) 01.10 «ЮВЕЛИРНАЯ ПРОГРАММА» (16+) 01.30 ПАТРУЛЬНЫЙ УЧАСТОК 01.50 Х/Ф «ДЕМИДОВЫ» (16+) 03.40 Х/Ф «КОНТРАКТ НА ЛЮБОВЬ» (16+) bbox=[1328, 1258, 1486, 1664]
channel-name: Первый bbox=[183, 1227, 254, 1247]
program-photo bbox=[815, 1990, 973, 2101]
channel-column bbox=[1156, 172, 1319, 563]
channel-logo bbox=[128, 1699, 291, 1731]
channel-logo bbox=[1156, 644, 1319, 676]
channel-name: ТНТ УРАЛ bbox=[167, 1705, 253, 1724]
column-divider bbox=[981, 1222, 982, 1694]
channel-name: РОССИЯ 2 bbox=[858, 178, 949, 197]
channel-logo bbox=[985, 644, 1148, 676]
channel-name: 4 bbox=[376, 650, 386, 669]
channel-logo bbox=[470, 644, 634, 676]
channel-column bbox=[299, 644, 463, 1074]
channel-name: ТВЦ bbox=[1057, 178, 1094, 197]
program-listing: 5.00 УТРО РОССИИ 9.00 1000 МЕЛОЧЕЙ 9.45 О САМОМ ГЛАВНОМ 10.30 Т/С «КУЛАГИН И ПАРТНЕРЫ» 11.00, 14.00 ВЕСТИ 11.50 ДЕЖУРНАЯ ЧАСТЬ 12.00 Т/С «ТАЙНЫ СЛЕДСТВИЯ» 13.00 ДЕЛО Х. СЛЕДСТВИЕ ПРОДОЛЖАЕТСЯ 14.50 ДЕЖУРНАЯ ЧАСТЬ 15.00 Т/С «ТАЙНЫ ИНСТИТУТА БЛАГОРОДНЫХ ДЕВИЦ» 16.00 Т/С «ПОЦЕЛУЙТЕ НЕВЕСТУ!» 17.00 ВЕСТИ 17.30 Т/С «ПОЦЕЛУЙТЕ НЕВЕСТУ!» 18.30 ПРЯМОЙ ЭФИР 19.40 ВЕСТИ 20.50 СПОКОЙНОЙ НОЧИ, МАЛЫШИ! 21.00 ИЗМАЙЛОВСКИЙ ПАРК (16+) 22.50 Х/Ф «НА ВСЮ ЖИЗНЬ» 00.40 Х/Ф «4 ТАКСИСТА И СОБАКА» 03.10 Т/С «ЧАК - 4» (16+) 03.55 КОМНАТА СМЕХА bbox=[301, 208, 454, 602]
channel-logo bbox=[1156, 1222, 1319, 1253]
column-divider bbox=[981, 172, 982, 635]
issue-date-box bbox=[268, 104, 583, 144]
channel-column bbox=[641, 172, 805, 576]
channel-logo bbox=[470, 172, 634, 204]
channel-logo bbox=[1327, 1222, 1491, 1253]
column-divider bbox=[809, 644, 810, 1162]
program-listing: 6.00, 10.00, 12.00 СЕЙЧАС 6.10 Д/С «ЖИВАЯ ИСТОРИЯ» 7.00 УТРО НА «5» 9.45 МЕСТО ПРОИСШЕСТВИЯ 10.30, 12.30 Т/С «МОРСКОЙ ПАТРУЛЬ - 2» (16+) 15.00 МЕСТО ПРОИСШЕСТВИЯ 15.30, 18.30 СЕЙЧАС 16.00 ОТКРЫТАЯ СТУДИЯ 17.00 ВНЕ ЗАКОНА. РЕАЛЬНЫЕ РАССЛЕДОВАНИЯ (16+) 18.00 МЕСТО ПРОИСШЕСТВИЯ 19.00 Т/С «ДЕТЕКТИВЫ» (16+) 20.30 Т/С «СЛЕД» (16+) 22.00 СЕЙЧАС 22.25 Т/С «СЛЕД» (16+) 23.10 Х/Ф «БЕРЕГИСЬ АВТОМОБИЛЯ» 01.00 Х/Ф «РАЗ НА РАЗ НЕ ПРИХОДИТСЯ» 02.35 Х/Ф «ЗАВЕЩАНИЕ ПРОФЕССОРА ДОУЭЛЯ» 04.15 ВНЕ ЗАКОНА. РЕАЛЬНЫЕ РАССЛЕДОВАНИЯ (16+) 04.45 Д/С «ПОГРЕБАЛЬНЫЙ КОСТЕР» (16+) 05.15 ПРОГРЕСС bbox=[814, 680, 971, 1034]
channel-logo bbox=[1156, 1699, 1319, 1731]
program-listing: 6.05 Т/С «МОСКВА. ТРИ ВОКЗАЛА» (16+) 7.00 ИГОРЬ ЛАГУТИН, ГЕННАДИЙ МИТНИК, АНДРЕЙ САВОСТЬЯНОВ В БОЕВИКЕ «КОДЕКС ЧЕСТИ» (16+) 8.00 «СЕГОДНЯ» 8.15 БОЕВИК «КОДЕКС ЧЕСТИ» (16+) 10.00 «СЕГОДНЯ» 10.20 БОЕВИК «КОДЕКС ЧЕСТИ» (16+) 13.00 «СЕГОДНЯ» 13.25 БОЕВИК «КОДЕКС ЧЕСТИ» (16+) 19.00 «СЕГОДНЯ» 19.20 БОЕВИК «КОДЕКС ЧЕСТИ» (16+) 00.05 ЕГОР ПАЗЕНКО В ФИЛЬМЕ «СИБИРЯК» (16+) 02.00 Х/Ф «КВАРТИРНЫЙ ВОПРОС» 03.05 Т/С «АЭРОПОРТ» (16+) 05.00 Т/С «МОСКВА. ТРИ ВОКЗАЛА» (16+) bbox=[472, 1258, 628, 1585]
channel-column bbox=[1327, 172, 1491, 654]
channel-name: перец bbox=[1040, 650, 1092, 669]
channel-column bbox=[128, 1222, 291, 1625]
channel-column bbox=[1156, 1699, 1319, 2106]
program-listing: 6.25 Х/Ф «ВАСИЛИЙ БУСЛАЕВ» 7.40 Х/Ф «СКАЗАНИЕ О ЗЕМЛЕ СИБИРСКОЙ» 9.40 ТАЙНЫ НАШЕГО КИНО. 10.15 Х/Ф «КАРНАВАЛ» 11.30 СОБЫТИЯ 11.45 Х/Ф «КАРНАВАЛ». ПРОДОЛЖЕНИЕ 13.35 Д/Ф «ОЛЬГА ОСТРОУМОВА. ЛЮБОВЬ ЗЕМНАЯ» 14.30 СОБЫТИЯ 14.50 Х/Ф «ДВЕ ИСТОРИИ О ЛЮБВИ» (16+) 16.30 Х/Ф «БЕЗ ПРАВА НА ОШИБКУ» (В17.30 СОБЫТИЯ) 21.00 СОБЫТИЯ 21.20 ПРИЮТ КОМЕДИАНТОВ 23.10 «РОК НАД ВОЛГОЙ - 2013» 00.30 Х/Ф «ЯРОСЛАВ» 03.00 «ЗНАКИ СУДЬБЫ» 04.35 ДОКАЗАТЕЛЬСТВА ВИНЫ. ПРЕСТУПЛЕНИЕ БЕЗ НАКАЗАНИЯ (16+) 05.05 «ДЕТИ И ПОЛИТИКА». ФИЛЬМ ЛЕОНИДА МЛЕЧИНА bbox=[985, 1258, 1146, 1598]
column-divider bbox=[466, 1699, 467, 2236]
program-listing: 6.00, 13.15 Д/С «СТАЛИНГРАД. ПОБЕДА, ИЗМЕНИВШАЯ МИР» 7.10 Х/Ф «ОНИ БЫЛИ АКТЕРАМИ» 9.00, 13.00 НОВОСТИ 9.15 Х/Ф «МЕЖДУ ЖИЗНЬЮ И СМЕРТЬЮ» (16+) 10.55 Т/С «ГАИШНИКИ» (16+) 14.15 Д/С «ОБОГНАВШИЕ ВРЕМЯ. УЧЕНЫЕ РОССИИ» 14.55 Т/С «ГАИШНИКИ» (16+) 16.00 НОВОСТИ 16.15 Т/С «ГАИШНИКИ» (16+) 17.25 Д/С «ПАРТИЗАНЫ ПРОТИВ ВЕРМАХТА» (16+) 18.00 НОВОСТИ 18.30 Д/С «КРЫЛЬЯ РОССИИ» 19.45 Д/С «ПЕРЕЛОМ. ХРОНИКА ПОБЕДЫ» 20.20 Х/Ф «БЕЗ ПРАВА НА ОШИБКУ» 22.00 НОВОСТИ 22.30 Х/Ф «СЕКРЕТНЫЙ ФАРВАТЕР», 1-4 СЕРИИ 03.55 Х/Ф «ГОРОЖАНЕ» bbox=[1157, 680, 1317, 1008]
column-divider bbox=[809, 172, 810, 635]
program-listing: 6.30 УДАЧНОЕ УТРО 7.00 ПОЛЕЗНЫЙ ВЕЧЕР С АЛЕНОЙ КОСТЕРИНОЙ (16+) 7.30 ТАЙНЫ СТРАХОВ (16+) 8.00 ПОЛЕЗНОЕ УТРО 8.40 ГОРОДА МИРА 9.10 Т/С «ЖЕНСКИЕ ИСТОРИИ ВИКТОРИИ ТОКАРЕВОЙ», 8 СЕРИЙ (16+) 17.00 ИГРЫ СУДЬБЫ (16+) 18.00, 20.55 Т/С «НЕ РОДИСЬ КРАСИВОЙ» 19.00 ГЛАВНЫЕ НОВОСТИ ЕКАТЕРИНБУРГА (16+) 19.35 ПОСЛЕСЛОВИЕ К НОВОСТЯМ (16+) 19.55 ПОЛЕЗНЫЙ ВЕЧЕР С АЛЕНОЙ КОСТЕРИНОЙ (16+) 21.00 НЕ В ДЕНЬГАХ СЧАСТЬЕ! (16+) 22.00 КРАСОТА БЕЗ ЖЕРТВ (16+) 23.00 НОВОСТИ-41 23.30 Х/Ф «ЗИМНИЙ ВЕЧЕР В ГАГРАХ» 01.15 Т/С «ГОРЕЦ» (16+) 02.15 Т/С «ДОРОГИ ИНДИИ» bbox=[1157, 208, 1311, 562]
day-title: вторник 11 июня bbox=[581, 100, 1062, 144]
channel-column bbox=[128, 1699, 291, 2037]
channel-name: Звезда bbox=[1207, 650, 1269, 669]
program-listing: 6.00 М/С «СМЕШАРИКИ» 6.20, 9.00 НОВОСТИ 6.50, 9.45, 19.40, 23.50 СЛУЖБА СПАСЕНИЯ «СОВА» (16+) 7.00 «УТРЕННИЙ ЭКСПРЕСС» 9.30 «СТЕНД» (16+) 10.00 ОСТОРОЖНО, МОДЕРН! 11.00 ДОКАЗАТЕЛЬСТВА ВИНЫ (16+) 12.00 Т/С «СУД» (16+) 13.00 Т/С «ПЕТЕРБУРГСКИЕ ТАЙНЫ» (16+) 15.00 ПРОВЕРКА СЛУХА 16.10 МУЛЬТФИЛЬМЫ 17.30 «МЕЛЬНИЦА» (16+) 18.00 Т/С «КОЛДОВСКАЯ ЛЮБОВЬ» (16+) 19.00, 20.30 НОВОСТИ 19.25, 23.30, 02.00 СТЕНД 19.45 ДОКАЗАТЕЛЬСТВА ВИНЫ (16+) 21.00 Х/Ф «НЕ БОЙСЯ, Я С ТОБОЙ!», 2 СЕРИЯ 22.30 «БЮРО ЖУРНАЛИСТСКИХ ИССЛЕДОВАНИЙ» 23.00, 01.30 НОВОСТИ 00.00 «СТРОИМ ВМЕСТЕ» (16+) 00.30 «MALINA.AM» (16+) 02.15 «A-ONE» (16+) bbox=[301, 680, 456, 1074]
